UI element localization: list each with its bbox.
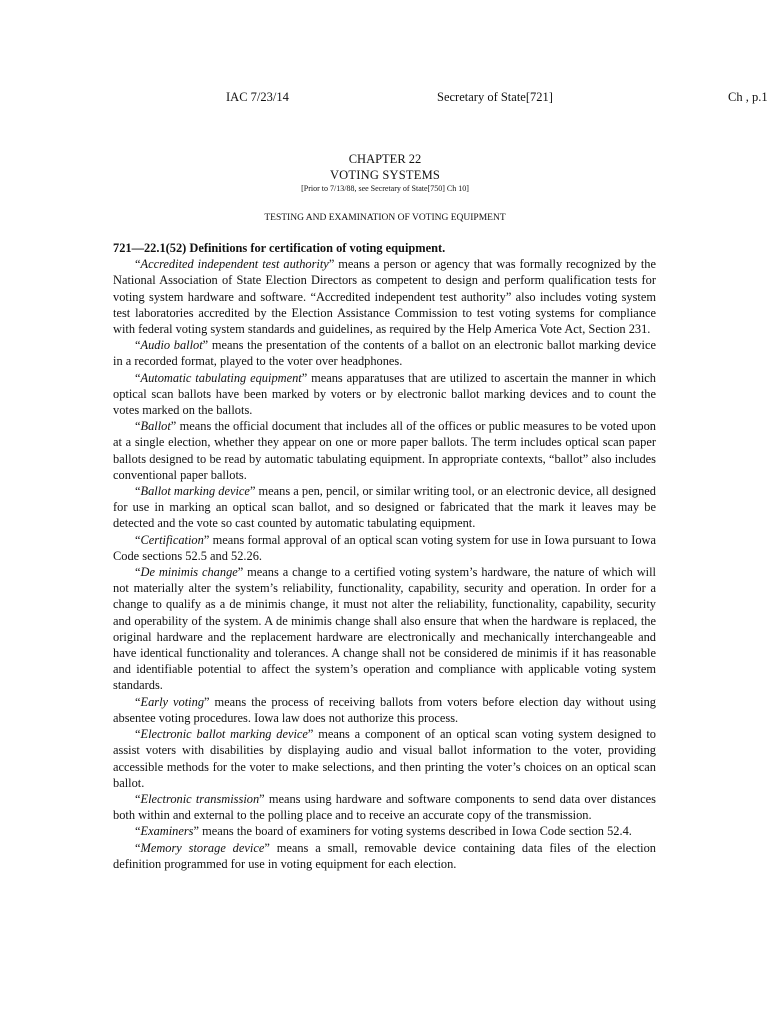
chapter-note: [Prior to 7/13/88, see Secretary of State[750] Ch 10]: [301, 184, 469, 193]
definition-text: means the board of examiners for voting systems described in Iowa Code section 52.4.: [199, 824, 632, 839]
definition-text: means the presentation of the contents of a ballot on an electronic ballot marking device in a recorded format, played to the voter over headphones.: [113, 338, 656, 369]
definition-term: Ballot marking device: [140, 484, 250, 499]
definition-text: means a pen, pencil, or similar writing tool, or an electronic device, all designed for use in marking an optical scan ballot, and so designed or fabricated that the mark it leaves may be detected and the vote so cast counted by automatic tabulating equipment.: [113, 484, 657, 531]
chapter-title: VOTING SYSTEMS: [329, 168, 441, 182]
definition-paragraph: “Ballot” means the official document that includes all of the offices or public measures to be voted upon at a single election, whether they appear on one or more paper ballots. The term includes optical scan paper ballots designed to be read by automatic tabulating equipment. In appropriate contexts, “ballot” also includes conventional paper ballots.: [113, 419, 656, 482]
definitions-list: [113, 256, 656, 872]
division-title: TESTING AND EXAMINATION OF VOTING EQUIPMENT: [264, 213, 506, 223]
definition-term: Certification: [140, 532, 204, 547]
definition-paragraph: “Ballot marking device” means a pen, pencil, or similar writing tool, or an electronic device, all designed for use in marking an optical scan ballot, and so designed or fabricated that the mark it leaves may be detected and the vote so cast counted by automatic tabulating equipment.: [113, 484, 657, 531]
definition-text: means formal approval of an optical scan voting system for use in Iowa pursuant to Iowa Code sections 52.5 and 52.26.: [113, 532, 656, 563]
definition-text: means the process of receiving ballots from voters before election day without using absentee voting procedures. Iowa law does not authorize this process.: [113, 694, 656, 725]
header-center: Secretary of State[721]: [437, 90, 553, 104]
definition-text: means a change to a certified voting system’s hardware, the nature of which will not materially alter the system’s reliability, functionality, capability, security and operation. In order for a change to qualify as a de minimis change, it must not alter the reliability, functionality, capability, security and operability of the system. A de minimis change shall also ensure that when the hardware is replaced, the original hardware and the replacement hardware are electronically and mechanically interchangeable and have identical functionality and tolerances. A change shall not be considered de minimis if it has reasonable and identifiable potential to affect the system’s operation and compliance with applicable voting system standards.: [113, 565, 656, 693]
definition-paragraph: “Electronic transmission” means using hardware and software components to send data over distances both within and external to the polling place and to receive an accurate copy of the transmission.: [113, 791, 656, 823]
definition-term: Early voting: [140, 694, 205, 709]
definition-term: Memory storage device: [140, 840, 265, 855]
chapter-number: CHAPTER 22: [348, 152, 422, 166]
definition-term: Examiners: [140, 824, 194, 839]
definition-paragraph: “Automatic tabulating equipment” means apparatuses that are utilized to ascertain the manner in which optical scan ballots have been marked by voters or by electronic ballot marking devices and to count the votes marked on the ballots.: [113, 370, 657, 418]
definition-term: Automatic tabulating equipment: [140, 370, 302, 385]
definition-term: Audio ballot: [140, 338, 203, 353]
definition-paragraph: “De minimis change” means a change to a certified voting system’s hardware, the nature of which will not materially alter the system’s reliability, functionality, capability, security and operation. In order for a change to qualify as a de minimis change, it must not alter the reliability, functionality, capability, security and operability of the system. A de minimis change shall also ensure that when the hardware is replaced, the original hardware and the replacement hardware are electronically and mechanically interchangeable and have identical functionality and tolerances. A change shall not be considered de minimis if it has reasonable and identifiable potential to affect the system’s operation and compliance with applicable voting system standards.: [113, 565, 656, 693]
header-right: Ch , p.1: [728, 90, 768, 104]
definition-paragraph: “Accredited independent test authority” means a person or agency that was formally recognized by the National Association of State Election Directors as competent to design and perform qualification tests for voting system hardware and software. “Accredited independent test authority” also includes voting system test laboratories accredited by the Election Assistance Commission to test voting systems for compliance with federal voting system standards and guidelines, as required by the Help America Vote Act, Section 231.: [113, 257, 656, 337]
definition-term: Electronic ballot marking device: [140, 727, 308, 742]
definition-term: De minimis change: [140, 565, 238, 580]
definition-paragraph: “Memory storage device” means a small, removable device containing data files of the election definition programmed for use in voting equipment for each election.: [113, 840, 656, 871]
definition-paragraph: “Early voting” means the process of receiving ballots from voters before election day without using absentee voting procedures. Iowa law does not authorize this process.: [113, 694, 656, 725]
document-body: [113, 240, 656, 872]
definition-text: means a small, removable device containing data files of the election definition programmed for use in voting equipment for each election.: [113, 840, 656, 871]
definition-text: means the official document that includes all of the offices or public measures to be voted upon at a single election, whether they appear on one or more paper ballots. The term includes optical scan paper ballots designed to be read by automatic tabulating equipment. In appropriate contexts, “ballot” also includes conventional paper ballots.: [113, 419, 656, 482]
rule-heading: 721—22.1(52) Definitions for certification of voting equipment.: [113, 241, 446, 255]
definition-term: Ballot: [140, 419, 171, 434]
definition-term: Electronic transmission: [140, 791, 260, 806]
definition-text: means a component of an optical scan voting system designed to assist voters with disabilities by displaying audio and visual ballot information to the voter, providing accessible methods for the voter to make selections, and then printing the voter’s choices on an optical scan ballot.: [113, 727, 656, 790]
definition-paragraph: “Examiners” means the board of examiners for voting systems described in Iowa Code section 52.4.: [135, 824, 632, 839]
definition-text: means using hardware and software components to send data over distances both within and external to the polling place and to receive an accurate copy of the transmission.: [113, 791, 656, 823]
header-left: IAC 7/23/14: [226, 90, 289, 104]
definition-paragraph: “Certification” means formal approval of an optical scan voting system for use in Iowa pursuant to Iowa Code sections 52.5 and 52.26.: [113, 532, 656, 563]
definition-paragraph: “Electronic ballot marking device” means a component of an optical scan voting system designed to assist voters with disabilities by displaying audio and visual ballot information to the voter, providing accessible methods for the voter to make selections, and then printing the voter’s choices on an optical scan ballot.: [113, 727, 656, 790]
definition-paragraph: “Audio ballot” means the presentation of the contents of a ballot on an electronic ballot marking device in a recorded format, played to the voter over headphones.: [113, 338, 656, 369]
definition-text: means apparatuses that are utilized to ascertain the manner in which optical scan ballots have been marked by voters or by electronic ballot marking devices and to count the votes marked on the ballots.: [113, 370, 657, 418]
definition-text: means a person or agency that was formally recognized by the National Association of State Election Directors as competent to design and perform qualification tests for voting system hardware and software. “Accredited independent test authority” also includes voting system test laboratories accredited by the Election Assistance Commission to test voting systems for compliance with federal voting system standards and guidelines, as required by the Help America Vote Act, Section 231.: [113, 257, 656, 337]
definition-term: Accredited independent test authority: [140, 257, 329, 272]
